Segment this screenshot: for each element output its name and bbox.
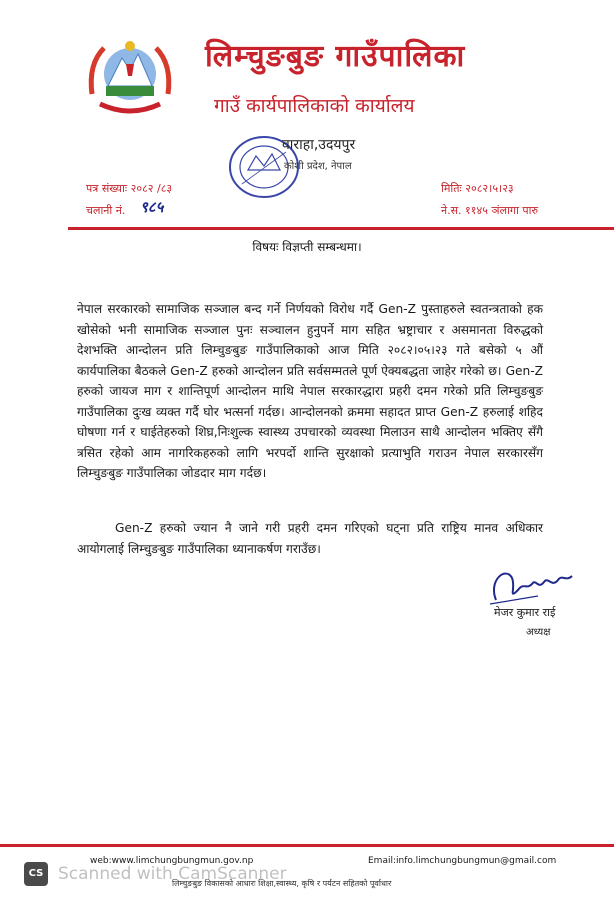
- office-name: लिम्चुङबुङ गाउँपालिका: [205, 39, 466, 74]
- office-subtitle: गाउँ कार्यपालिकाको कार्यालय: [214, 95, 415, 117]
- footer-tagline: लिम्चुङबुङ विकासको आधारः शिक्षा,स्वास्थ्य, कृषि र पर्यटन सहितको पूर्वाधार: [172, 879, 392, 888]
- letter-date: मितिः २०८२।५।२३: [441, 182, 514, 195]
- dispatch-number-label: चलानी नं.: [86, 204, 126, 217]
- letter-subject: विषयः विज्ञप्ती सम्बन्धमा।: [252, 240, 362, 254]
- letter-number: पत्र संख्याः २०८२ /८३: [86, 182, 173, 195]
- office-address: वाराहा,उदयपुर: [282, 137, 356, 153]
- office-province: कोशी प्रदेश, नेपाल: [284, 161, 352, 172]
- dispatch-number-value: ९८५: [140, 198, 164, 216]
- nepal-sambat-date: ने.स. ११४५ ञंलागा पारु: [441, 204, 539, 217]
- signatory-name: मेजर कुमार राई: [494, 606, 556, 619]
- camscanner-logo-icon: CS: [24, 862, 48, 886]
- nepal-government-emblem-icon: [84, 34, 176, 118]
- footer-email: Email:info.limchungbungmun@gmail.com: [368, 856, 557, 866]
- body-paragraph: Gen-Z हरुको ज्यान नै जाने गरी प्रहरी दमन गरिएको घट्ना प्रति राष्ट्रिय मानव अधिकार आयोगलाई लिम्चुङबुङ गाउँपालिका ध्यानाकर्षण गराउँछ।: [77, 521, 543, 556]
- body-paragraph: नेपाल सरकारको सामाजिक सञ्जाल बन्द गर्ने निर्णयको विरोध गर्दै Gen-Z पुस्ताहरुले स्वतन्त्रताको हक खोसेको भनी सामाजिक सञ्जाल पुनः सञ्चालन हुनुपर्ने माग सहित भ्रष्ट्राचार र असमानता विरुद्धको देशभक्ति आन्दोलन प्रति लिम्चुङबुङ गाउँपालिकाको आज मिति २०८२।०५।२३ गते बसेको ५ औं कार्यपालिका बैठकले Gen-Z हरुको आन्दोलन प्रति सर्वसम्मतले पूर्ण ऐक्यबद्धता जाहेर गरेको छ। Gen-Z हरुको जायज माग र शान्तिपूर्ण आन्दोलन माथि नेपाल सरकारद्धारा प्रहरी दमन गरेको प्रति लिम्चुङबुङ गाउँपालिका दुःख व्यक्त गर्दै घोर भत्सर्ना गर्दछ। आन्दोलनको क्रममा सहादत प्राप्त Gen-Z हरुलाई शहिद घोषणा गर्न र घाईतेहरुको शिघ्र,निःशुल्क स्वास्थ्य उपचारको व्यवस्था मिलाउन साथै आन्दोलन भक्तिए सँगै त्रसित रहेको आम नागरिकहरुको लागि भरपर्दो शान्ति सुरक्षाको प्रत्याभुति गराउन नेपाल सरकारसँग लिम्चुङबुङ गाउँपालिका जोडदार माग गर्दछ।: [77, 302, 543, 480]
- scanner-watermark: Scanned with CamScanner: [58, 864, 287, 884]
- signatory-title: अध्यक्ष: [526, 627, 551, 638]
- signature-icon: [478, 560, 578, 610]
- footer-website: web:www.limchungbungmun.gov.np: [90, 856, 254, 866]
- footer-divider: [0, 844, 614, 847]
- header-divider: [68, 227, 614, 230]
